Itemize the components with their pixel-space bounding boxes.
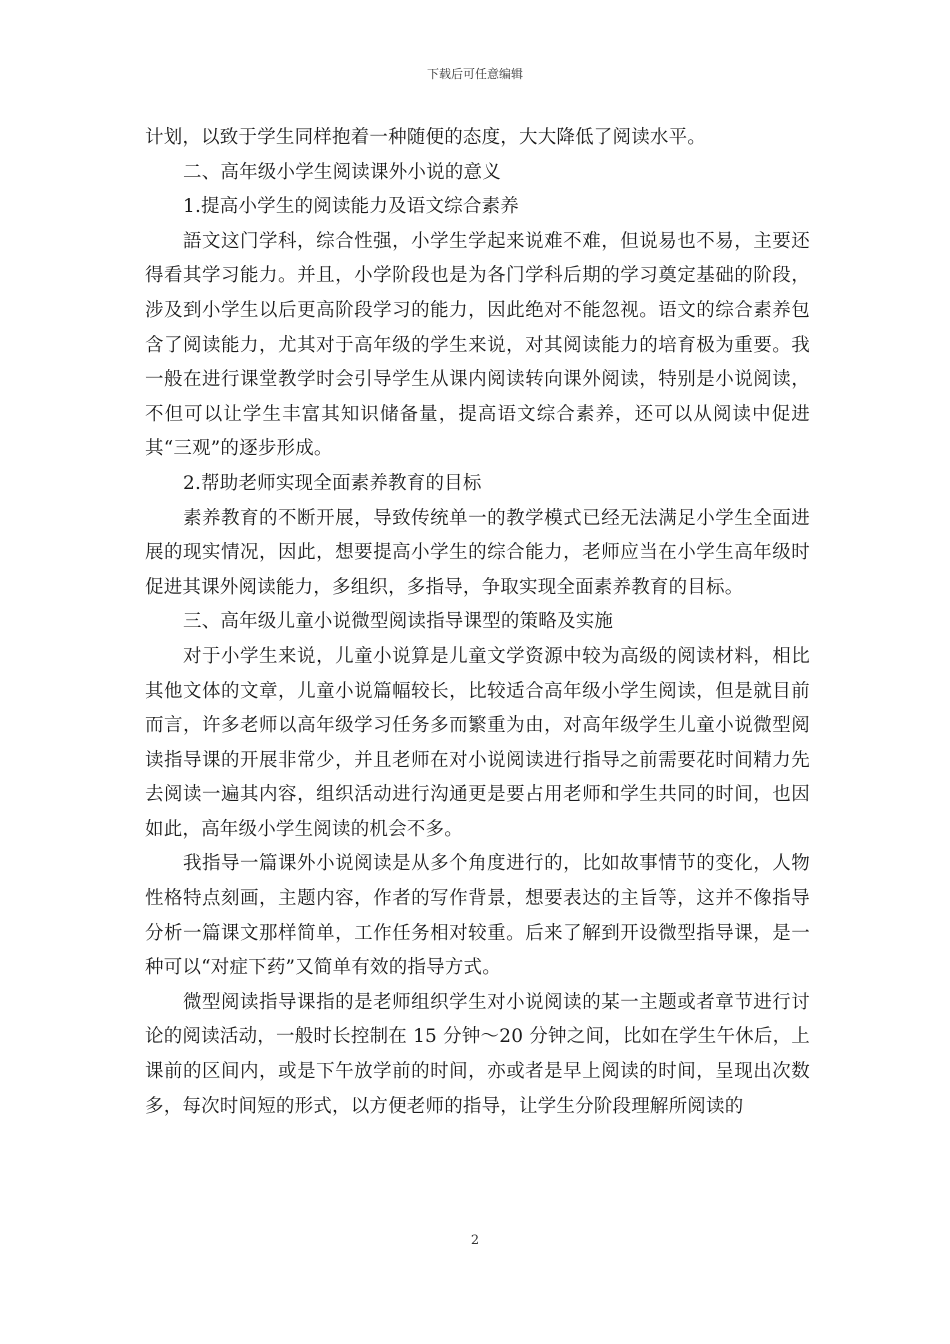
- page-header: 下载后可任意编辑: [426, 67, 523, 81]
- paragraph: 我指导一篇课外小说阅读是从多个角度进行的，比如故事情节的变化，人物性格特点刻画，主题内容，作者的写作背景，想要表达的主旨等，这并不像指导分析一篇课文那样简单，工作任务相对较重。后来了解到开设微型指导课，是一种可以“对症下药”又简单有效的指导方式。: [145, 853, 810, 979]
- paragraph: 素养教育的不断开展，导致传统单一的教学模式已经无法满足小学生全面进展的现实情况，因此，想要提高小学生的综合能力，老师应当在小学生高年级时促进其课外阅读能力，多组织，多指导，争取实现全面素养教育的目标。: [145, 507, 810, 598]
- document-body: [145, 121, 810, 1124]
- paragraph-continuation: 计划，以致于学生同样抱着一种随便的态度，大大降低了阅读水平。: [145, 127, 707, 148]
- paragraph: 对于小学生来说，儿童小说算是儿童文学资源中较为高级的阅读材料，相比其他文体的文章，儿童小说篇幅较长，比较适合高年级小学生阅读，但是就目前而言，许多老师以高年级学习任务多而繁重为由，对高年级学生儿童小说微型阅读指导课的开展非常少，并且老师在对小说阅读进行指导之前需要花时间精力先去阅读一遍其内容，组织活动进行沟通更是要占用老师和学生共同的时间，也因如此，高年级小学生阅读的机会不多。: [145, 645, 810, 840]
- section-heading-3: 三、高年级儿童小说微型阅读指导课型的策略及实施: [183, 611, 614, 633]
- paragraph: 語文这门学科，综合性强，小学生学起来说难不难，但说易也不易，主要还得看其学习能力。并且，小学阶段也是为各门学科后期的学习奠定基础的阶段，涉及到小学生以后更高阶段学习的能力，因此绝对不能忽视。语文的综合素养包含了阅读能力，尤其对于高年级的学生来说，对其阅读能力的培育极为重要。我一般在进行课堂教学时会引导学生从课内阅读转向课外阅读，特别是小说阅读，不但可以让学生丰富其知识储备量，提高语文综合素养，还可以从阅读中促进其“三观”的逐步形成。: [145, 230, 810, 460]
- page-number: 2: [470, 1233, 480, 1248]
- subheading-2-1: 1.提高小学生的阅读能力及语文综合素养: [183, 196, 519, 218]
- section-heading-2: 二、高年级小学生阅读课外小说的意义: [183, 161, 501, 183]
- subheading-2-2: 2.帮助老师实现全面素养教育的目标: [183, 472, 482, 494]
- paragraph: 微型阅读指导课指的是老师组织学生对小说阅读的某一主题或者章节进行讨论的阅读活动，一般时长控制在 15 分钟～20 分钟之间，比如在学生午休后，上课前的区间内，或是下午放学前的时间，亦或者是早上阅读的时间，呈现出次数多，每次时间短的形式，以方便老师的指导，让学生分阶段理解所阅读的: [145, 991, 810, 1117]
